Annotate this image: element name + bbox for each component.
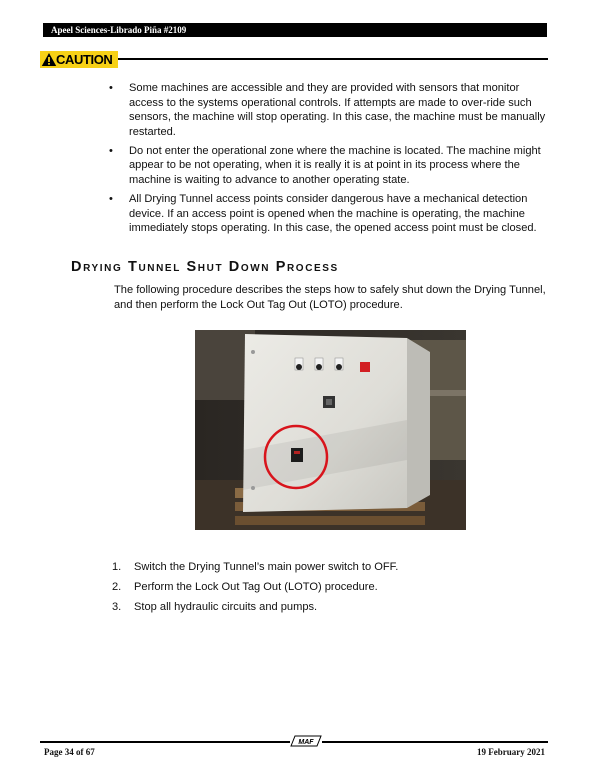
list-item [106,192,550,236]
caution-badge [40,51,118,68]
control-panel-photo [195,330,466,530]
list-item [112,580,552,595]
section-intro: The following procedure describes the steps how to safely shut down the Drying Tunnel, and then perform the Lock Out Tag Out (LOTO) procedure. [114,284,546,311]
caution-bullet-list [106,81,550,240]
procedure-steps [112,560,552,619]
step-number: 2. [112,580,122,593]
step-number: 3. [112,600,122,613]
list-item [106,81,550,139]
bullet-marker: • [109,192,113,205]
document-title: Apeel Sciences-Librado Piña #2109 [51,25,187,35]
document-date: 19 February 2021 [477,747,545,757]
warning-triangle-icon [41,52,57,67]
step-text: Stop all hydraulic circuits and pumps. [134,600,318,613]
list-item [106,144,550,188]
bullet-marker: • [109,144,113,157]
step-number: 1. [112,561,122,573]
header-bar [43,23,547,37]
step-text: Perform the Lock Out Tag Out (LOTO) procedure. [134,580,378,593]
bullet-text: Do not enter the operational zone where the machine is located. The machine might appear to be not operating, when it is really it is at point in its process where the machine is waiting to advance to another operating state. [129,144,541,186]
bullet-text: All Drying Tunnel access points consider dangerous have a mechanical detection device. If an access point is opened when the machine is operating, the machine immediately stops operating. In this case, the opened access point must be closed. [129,192,537,235]
page-number: Page 34 of 67 [44,747,95,757]
caution-label: CAUTION [56,52,113,67]
bullet-text: Some machines are accessible and they are provided with sensors that monitor access to the systems operational controls. If attempts are made to over-ride such sensors, the machine will stop operating. In this case, the machine must be manually restarted. [129,82,546,138]
section-heading: Drying Tunnel Shut Down Process [71,259,339,275]
step-text: Switch the Drying Tunnel’s main power switch to OFF. [134,561,399,573]
caution-rule [118,58,548,60]
footer-rule [40,741,290,743]
footer-rule [322,741,548,743]
list-item [112,560,552,575]
svg-text:MAF: MAF [298,739,314,746]
list-item [112,600,552,615]
company-logo [289,734,323,748]
bullet-marker: • [109,82,113,94]
